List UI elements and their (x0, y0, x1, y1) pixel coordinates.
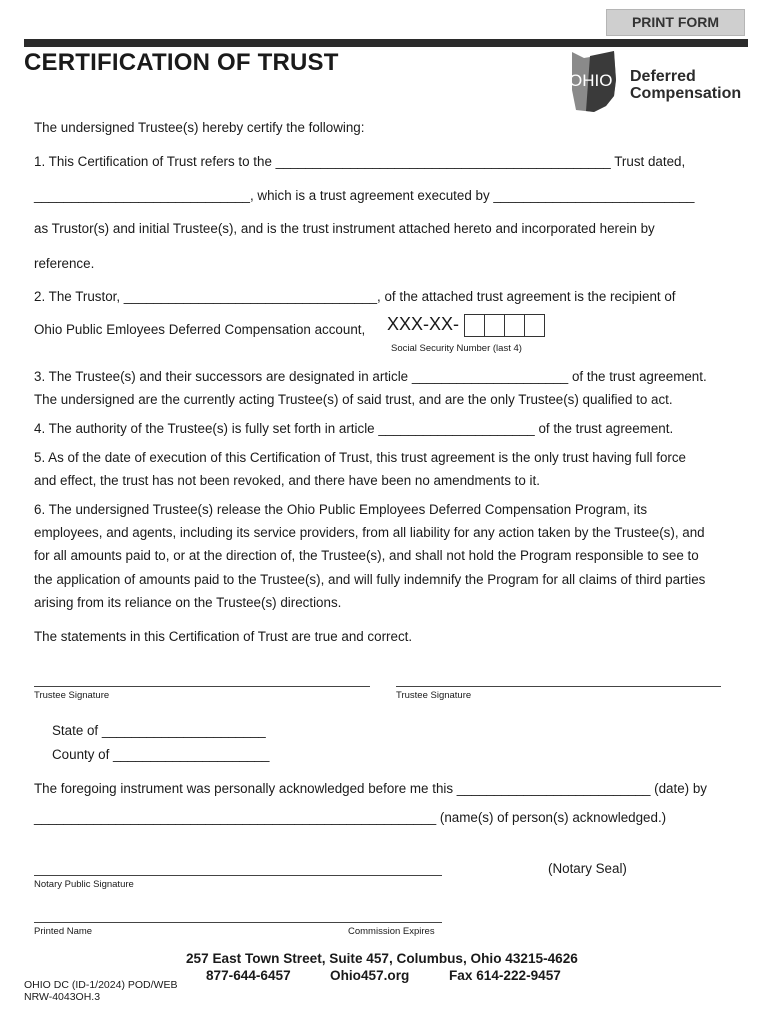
svg-text:Deferred: Deferred (630, 68, 696, 85)
printed-name-label: Printed Name (34, 926, 93, 937)
footer-website[interactable]: Ohio457.org (330, 968, 410, 983)
item-6-line-1: 6. The undersigned Trustee(s) release the Ohio Public Employees Deferred Compensation Program, its (34, 502, 648, 517)
ssn-digit-4[interactable] (524, 314, 545, 337)
commission-expires-label: Commission Expires (348, 926, 435, 937)
item-3-line-1: 3. The Trustee(s) and their successors are designated in article _____________________ of the trust agreement. (34, 369, 707, 384)
item-5-line-1: 5. As of the date of execution of this Certification of Trust, this trust agreement is the only trust having full force (34, 450, 687, 465)
item-2-line-2: Ohio Public Emloyees Deferred Compensation account, (34, 322, 366, 337)
item-6-line-5: arising from its reliance on the Trustee(s) directions. (34, 595, 342, 610)
item-1-line-4: reference. (34, 256, 95, 271)
footer-address: 257 East Town Street, Suite 457, Columbus, Ohio 43215-4626 (186, 951, 578, 966)
item-4: 4. The authority of the Trustee(s) is fully set forth in article _____________________ of the trust agreement. (34, 421, 674, 436)
form-code-line-1: OHIO DC (ID-1/2024) POD/WEB (24, 979, 178, 991)
item-6-line-3: for all amounts paid to, or at the direction of, the Trustee(s), and shall not hold the Program responsible to see to (34, 548, 699, 563)
intro-text: The undersigned Trustee(s) hereby certify the following: (34, 120, 365, 135)
trustee-signature-1-label: Trustee Signature (34, 690, 110, 701)
ssn-caption: Social Security Number (last 4) (391, 343, 522, 354)
ssn-digit-3[interactable] (504, 314, 525, 337)
ssn-digit-1[interactable] (464, 314, 485, 337)
footer-fax: Fax 614-222-9457 (449, 968, 561, 983)
trustee-signature-2-label: Trustee Signature (396, 690, 472, 701)
print-form-button[interactable]: PRINT FORM (606, 9, 745, 36)
acknowledgment-line-2: ______________________________________________________ (name(s) of person(s) acknowledged.) (34, 810, 667, 825)
item-6-line-4: the application of amounts paid to the Trustee(s), and will fully indemnify the Program for all claims of third parties (34, 572, 706, 587)
header-rule (24, 39, 748, 47)
notary-signature-label: Notary Public Signature (34, 879, 134, 890)
item-6-line-2: employees, and agents, including its service providers, from all liability for any action taken by the Trustee(s), and (34, 525, 705, 540)
notary-signature-line[interactable] (34, 875, 442, 876)
ssn-prefix: XXX-XX- (387, 314, 460, 334)
footer-phone: 877-644-6457 (206, 968, 291, 983)
item-1-line-2: _____________________________, which is a trust agreement executed by ___________________________ (34, 188, 695, 203)
item-1-line-1: 1. This Certification of Trust refers to the _____________________________________________ Trust dated, (34, 154, 686, 169)
trustee-signature-2-line[interactable] (396, 686, 721, 687)
svg-text:OHIO: OHIO (569, 71, 613, 90)
item-5-line-2: and effect, the trust has not been revoked, and there have been no amendments to it. (34, 473, 540, 488)
printed-name-line[interactable] (34, 922, 442, 923)
ohio-state-icon (562, 50, 750, 114)
ohio-dc-logo (562, 50, 750, 114)
ssn-last4-input[interactable] (465, 314, 545, 337)
svg-text:Compensation: Compensation (630, 85, 742, 102)
form-code-line-2: NRW-4043OH.3 (24, 991, 101, 1003)
item-3-line-2: The undersigned are the currently acting Trustee(s) of said trust, and are the only Trustee(s) qualified to act. (34, 392, 673, 407)
notary-seal-label: (Notary Seal) (548, 861, 627, 876)
acknowledgment-line-1: The foregoing instrument was personally acknowledged before me this __________________________ (date) by (34, 781, 707, 796)
form-title: CERTIFICATION OF TRUST (24, 49, 339, 76)
trustee-signature-1-line[interactable] (34, 686, 370, 687)
ssn-digit-2[interactable] (484, 314, 505, 337)
statement-text: The statements in this Certification of Trust are true and correct. (34, 629, 413, 644)
county-of-field[interactable]: County of _____________________ (52, 747, 270, 762)
item-2-line-1: 2. The Trustor, __________________________________, of the attached trust agreement is the recipient of (34, 289, 676, 304)
item-1-line-3: as Trustor(s) and initial Trustee(s), and is the trust instrument attached hereto and incorporated herein by (34, 221, 655, 236)
state-of-field[interactable]: State of ______________________ (52, 723, 266, 738)
